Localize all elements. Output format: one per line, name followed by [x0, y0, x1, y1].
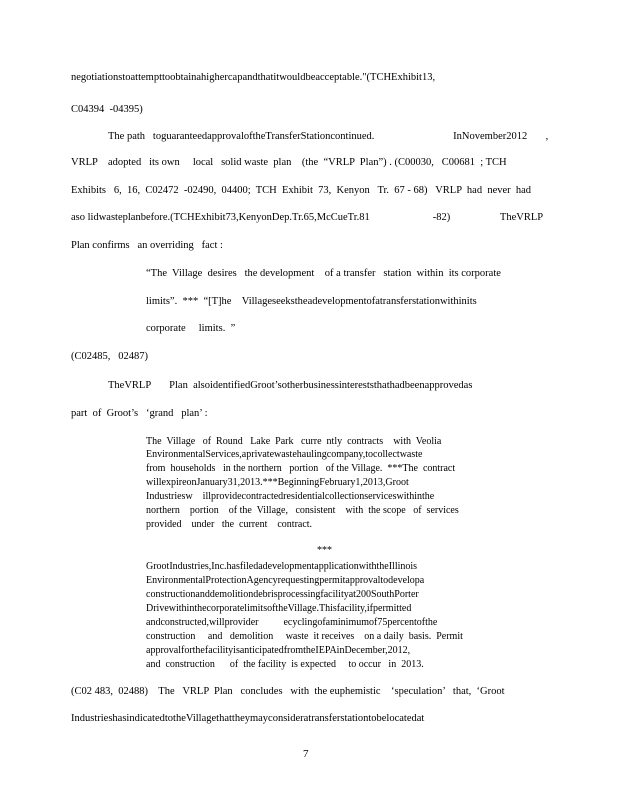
section-break-asterisks: ***	[317, 545, 332, 556]
text-line: aso lidwasteplanbefore.(TCHExhibit73,KenyonDep.Tr.65,McCueTr.81 -82) TheVRLP	[71, 212, 544, 223]
text-line: IndustrieshasindicatedtotheVillagethattheymayconsideratransferstationtobelocatedat	[71, 713, 425, 724]
block-quote-line: The Village of Round Lake Park curre ntly contracts with Veolia	[146, 436, 442, 447]
text-line: negotiationstoattempttoobtainahighercapandthatitwouldbeacceptable."(TCHExhibit13,	[71, 72, 436, 83]
block-quote-line: EnvironmentalServices,aprivatewastehaulingcompany,tocollectwaste	[146, 449, 423, 460]
block-quote-line: and construction of the facility is expected to occur in 2013.	[146, 659, 424, 670]
block-quote-line: limits”. *** “[T]he Villageseekstheadevelopmentofatransferstationwithinits	[146, 296, 477, 307]
block-quote-line: “The Village desires the development of a transfer station within its corporate	[146, 268, 501, 279]
text-line: VRLP adopted its own local solid waste plan (the “VRLP Plan”) . (C00030, C00681 ; TCH	[71, 157, 507, 168]
block-quote-line: andconstructed,willprovider ecyclingofaminimumof75percentofthe	[146, 617, 438, 628]
text-line: (C02 483, 02488) The VRLP Plan concludes with the euphemistic ‘speculation’ that, ‘Groot	[71, 686, 505, 697]
page-number: 7	[303, 748, 309, 760]
text-line: The path toguaranteedapprovaloftheTransferStationcontinued. InNovember2012 ,	[108, 131, 549, 142]
block-quote-line: Industriesw illprovidecontractedresidentialcollectionserviceswithinthe	[146, 491, 435, 502]
block-quote-line: construction and demolition waste it receives on a daily basis. Permit	[146, 631, 463, 642]
text-line: Plan confirms an overriding fact :	[71, 240, 223, 251]
block-quote-line: willexpireonJanuary31,2013.***BeginningFebruary1,2013,Groot	[146, 477, 409, 488]
text-line: TheVRLP Plan alsoidentifiedGroot’sotherbusinessintereststhathadbeenapprovedas	[108, 380, 473, 391]
text-line: part of Groot’s ‘grand plan’ :	[71, 408, 208, 419]
block-quote-line: provided under the current contract.	[146, 519, 313, 530]
block-quote-line: approvalforthefacilityisanticipatedfromtheIEPAinDecember,2012,	[146, 645, 411, 656]
block-quote-line: northern portion of the Village, consistent with the scope of services	[146, 505, 459, 516]
block-quote-line: DrivewithinthecorporatelimitsoftheVillage.Thisfacility,ifpermitted	[146, 603, 412, 614]
block-quote-line: EnvironmentalProtectionAgencyrequestingpermitapprovaltodevelopa	[146, 575, 425, 586]
text-line: C04394 -04395)	[71, 104, 143, 115]
block-quote-line: from households in the northern portion of the Village. ***The contract	[146, 463, 456, 474]
block-quote-line: constructionanddemolitiondebrisprocessingfacilityat200SouthPorter	[146, 589, 419, 600]
block-quote-line: corporate limits. ”	[146, 323, 236, 334]
citation-line: (C02485, 02487)	[71, 351, 148, 362]
text-line: Exhibits 6, 16, C02472 -02490, 04400; TCH Exhibit 73, Kenyon Tr. 67 - 68) VRLP had never had	[71, 185, 532, 196]
block-quote-line: GrootIndustries,Inc.hasfiledadevelopmentapplicationwiththeIllinois	[146, 561, 418, 572]
